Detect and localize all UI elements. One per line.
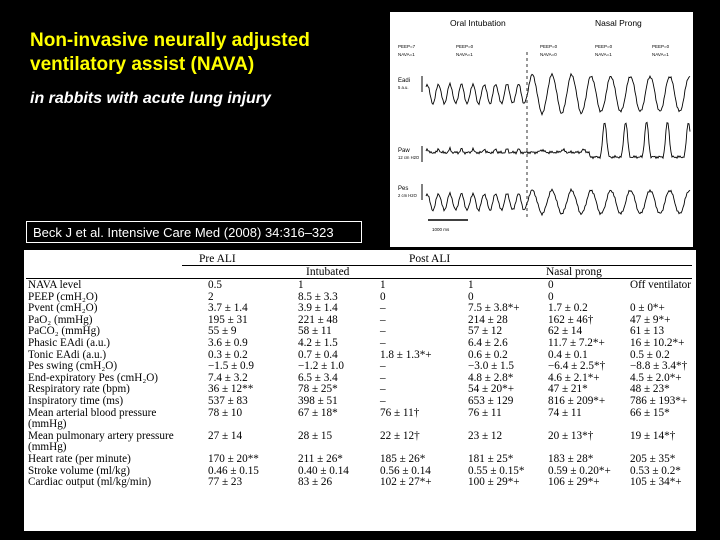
table-cell: 7.5 ± 3.8*+ [468, 302, 520, 315]
table-cell: 4.8 ± 2.8* [468, 371, 514, 384]
table-cell: – [380, 313, 386, 326]
trace-unit: 5 a.u. [398, 85, 409, 90]
condition-peep-label: PEEP=0 [652, 44, 670, 49]
table-cell: – [380, 336, 386, 349]
condition-peep-label: PEEP=7 [398, 44, 416, 49]
table-cell: 19 ± 14*† [630, 429, 676, 442]
table-cell: 48 ± 23* [630, 383, 670, 396]
row-label: Pes swing (cmH₂O) [28, 360, 118, 373]
table-cell: 11.7 ± 7.2*+ [548, 336, 605, 349]
table-cell: 0.6 ± 0.2 [468, 348, 508, 361]
table-cell: 1 [298, 279, 304, 291]
table-cell: 54 ± 20*+ [468, 383, 515, 396]
row-label: PEEP (cmH₂O) [28, 290, 98, 303]
row-label: NAVA level [28, 279, 82, 291]
table-cell [208, 419, 298, 431]
table-cell: 183 ± 28* [548, 452, 594, 465]
table-cell [380, 419, 468, 431]
table-cell: 47 ± 21* [548, 383, 588, 396]
row-label: Tonic EAdi (a.u.) [28, 348, 107, 361]
table-cell: 221 ± 48 [298, 313, 338, 326]
table-cell [548, 419, 630, 431]
table-row [24, 431, 696, 443]
table-cell: 195 ± 31 [208, 313, 248, 326]
table-row [24, 303, 696, 315]
data-table [24, 280, 696, 489]
table-cell: 1.7 ± 0.2 [548, 302, 588, 315]
table-cell: 3.6 ± 0.9 [208, 336, 248, 349]
row-label: Mean arterial blood pressure [28, 406, 157, 419]
row-label: Inspiratory time (ms) [28, 394, 124, 407]
table-row [24, 280, 696, 292]
table-cell: 27 ± 14 [208, 429, 243, 442]
table-cell [468, 419, 548, 431]
table-cell: −1.2 ± 1.0 [298, 360, 345, 373]
table-cell: 28 ± 15 [298, 429, 333, 442]
row-label: Respiratory rate (bpm) [28, 383, 130, 396]
table-cell: 22 ± 12† [380, 429, 420, 442]
table-row [24, 408, 696, 420]
trace-label: Eadi [398, 78, 411, 84]
waveform-figure [390, 12, 693, 247]
table-cell: 0 ± 0*+ [630, 302, 665, 315]
table-cell: – [380, 325, 386, 338]
table-cell: 0 [548, 279, 554, 291]
scale-label: 1000 ms [432, 227, 450, 232]
table-row [24, 454, 696, 466]
table-cell: – [380, 360, 386, 373]
figure-panel [390, 12, 693, 247]
table-cell: 16 ± 10.2*+ [630, 336, 685, 349]
results-table [24, 250, 696, 531]
table-cell: Off ventilator [630, 279, 691, 291]
table-cell: 816 ± 209*+ [548, 394, 606, 407]
condition-nava-label: NAVA=1 [456, 52, 473, 57]
trace-unit: 2 cm H2O [398, 193, 417, 198]
table-cell: 36 ± 12** [208, 383, 254, 396]
table-row [24, 338, 696, 350]
table-cell: 106 ± 29*+ [548, 476, 600, 489]
header-post-ali: Post ALI [409, 253, 451, 265]
table-cell: – [380, 302, 386, 315]
table-cell: 0.40 ± 0.14 [298, 464, 349, 477]
table-cell: 0.3 ± 0.2 [208, 348, 248, 361]
table-cell: 67 ± 18* [298, 406, 338, 419]
row-label: Mean pulmonary artery pressure [28, 429, 174, 442]
row-label: PaCO₂ (mmHg) [28, 325, 100, 338]
table-cell: 78 ± 10 [208, 406, 243, 419]
table-cell: 77 ± 23 [208, 476, 243, 489]
table-row [24, 477, 696, 489]
table-cell: 398 ± 51 [298, 394, 338, 407]
table-cell [298, 419, 380, 431]
row-label: Phasic EAdi (a.u.) [28, 336, 111, 349]
table-cell: 83 ± 26 [298, 476, 333, 489]
condition-nava-label: NAVA=1 [595, 52, 612, 57]
row-label: Stroke volume (ml/kg) [28, 464, 130, 477]
table-cell: 0.56 ± 0.14 [380, 464, 431, 477]
row-label: Heart rate (per minute) [28, 452, 131, 465]
table-cell: 6.4 ± 2.6 [468, 336, 508, 349]
header-rule [26, 278, 692, 279]
header-nasal-prong: Nasal prong [546, 266, 602, 278]
table-cell: 211 ± 26* [298, 452, 343, 465]
table-cell: −3.0 ± 1.5 [468, 360, 515, 373]
waveform-trace [426, 189, 690, 215]
table-cell: 47 ± 9*+ [630, 313, 671, 326]
header-pre-ali: Pre ALI [199, 253, 236, 265]
table-cell: 1.8 ± 1.3*+ [380, 348, 432, 361]
table-cell [630, 419, 696, 431]
table-cell: 1 [380, 279, 386, 291]
table-row [24, 361, 696, 373]
table-cell: −8.8 ± 3.4*† [630, 360, 688, 373]
table-cell: 0.59 ± 0.20*+ [548, 464, 611, 477]
slide-subtitle: in rabbits with acute lung injury [30, 90, 271, 107]
group-label-oral: Oral Intubation [450, 18, 506, 28]
table-cell: 3.7 ± 1.4 [208, 302, 248, 315]
table-cell: 76 ± 11† [380, 406, 420, 419]
header-intubated: Intubated [306, 266, 350, 278]
table-cell: 74 ± 11 [548, 406, 582, 419]
table-cell: 3.9 ± 1.4 [298, 302, 338, 315]
row-label: PaO₂ (mmHg) [28, 313, 93, 326]
table-cell: 0.7 ± 0.4 [298, 348, 338, 361]
citation-box: Beck J et al. Intensive Care Med (2008) 34:316–323 [26, 221, 362, 243]
trace-label: Paw [398, 148, 410, 154]
condition-nava-label: NAVA=0 [540, 52, 557, 57]
table-cell: 62 ± 14 [548, 325, 583, 338]
table-cell: 4.2 ± 1.5 [298, 336, 338, 349]
table-cell: 2 [208, 290, 214, 303]
table-cell: −1.5 ± 0.9 [208, 360, 255, 373]
table-cell: 0 [548, 290, 554, 303]
table-cell: 537 ± 83 [208, 394, 248, 407]
row-label: End-expiratory Pes (cmH₂O) [28, 371, 159, 384]
table-cell: 4.6 ± 2.1*+ [548, 371, 600, 384]
table-row [24, 419, 696, 431]
waveform-trace [426, 122, 690, 158]
table-cell: 0.46 ± 0.15 [208, 464, 259, 477]
table-cell: 0.55 ± 0.15* [468, 464, 525, 477]
table-cell: 4.5 ± 2.0*+ [630, 371, 682, 384]
table-cell: 76 ± 11 [468, 406, 502, 419]
table-cell: 181 ± 25* [468, 452, 514, 465]
table-cell: 786 ± 193*+ [630, 394, 688, 407]
table-cell: – [380, 394, 386, 407]
group-label-nasal: Nasal Prong [595, 18, 642, 28]
trace-label: Pes [398, 186, 409, 192]
table-cell: 185 ± 26* [380, 452, 426, 465]
table-cell: 0.4 ± 0.1 [548, 348, 588, 361]
table-row [24, 315, 696, 327]
row-label: Cardiac output (ml/kg/min) [28, 476, 152, 489]
table-cell: 214 ± 28 [468, 313, 508, 326]
table-cell: 58 ± 11 [298, 325, 332, 338]
table-cell: – [380, 371, 386, 384]
table-cell: 0 [468, 290, 474, 303]
table-cell: 6.5 ± 3.4 [298, 371, 338, 384]
table-cell: 66 ± 15* [630, 406, 670, 419]
table-cell: 23 ± 12 [468, 429, 503, 442]
table-cell: 0 [380, 290, 386, 303]
table-cell: 8.5 ± 3.3 [298, 290, 338, 303]
row-label: Pvent (cmH₂O) [28, 302, 98, 315]
table-cell: 170 ± 20** [208, 452, 259, 465]
table-cell: 7.4 ± 3.2 [208, 371, 248, 384]
table-cell: 102 ± 27*+ [380, 476, 432, 489]
header-rule-top [182, 265, 692, 266]
row-label: (mmHg) [28, 441, 67, 454]
table-cell: 57 ± 12 [468, 325, 503, 338]
condition-nava-label: NAVA=1 [398, 52, 415, 57]
slide-title: Non-invasive neurally adjusted ventilatory assist (NAVA) [30, 30, 310, 75]
table-cell: – [380, 383, 386, 396]
table-cell: 0.5 ± 0.2 [630, 348, 670, 361]
table-cell: −6.4 ± 2.5*† [548, 360, 606, 373]
condition-nava-label: NAVA=1 [652, 52, 669, 57]
trace-unit: 12 cm H2O [398, 155, 420, 160]
table-cell: 205 ± 35* [630, 452, 676, 465]
table-cell: 105 ± 34*+ [630, 476, 682, 489]
waveform-trace [426, 74, 690, 115]
condition-peep-label: PEEP=0 [540, 44, 558, 49]
table-cell: 61 ± 13 [630, 325, 665, 338]
condition-peep-label: PEEP=0 [456, 44, 474, 49]
condition-peep-label: PEEP=0 [595, 44, 613, 49]
table-cell: 1 [468, 279, 474, 291]
table-cell: 20 ± 13*† [548, 429, 594, 442]
table-cell: 0.53 ± 0.2* [630, 464, 681, 477]
table-cell: 100 ± 29*+ [468, 476, 520, 489]
table-cell: 55 ± 9 [208, 325, 237, 338]
table-row [24, 292, 696, 304]
row-label: (mmHg) [28, 418, 67, 431]
table-cell: 653 ± 129 [468, 394, 514, 407]
table-row [24, 396, 696, 408]
table-cell: 162 ± 46† [548, 313, 594, 326]
table-cell: 0.5 [208, 279, 222, 291]
table-cell: 78 ± 25* [298, 383, 338, 396]
